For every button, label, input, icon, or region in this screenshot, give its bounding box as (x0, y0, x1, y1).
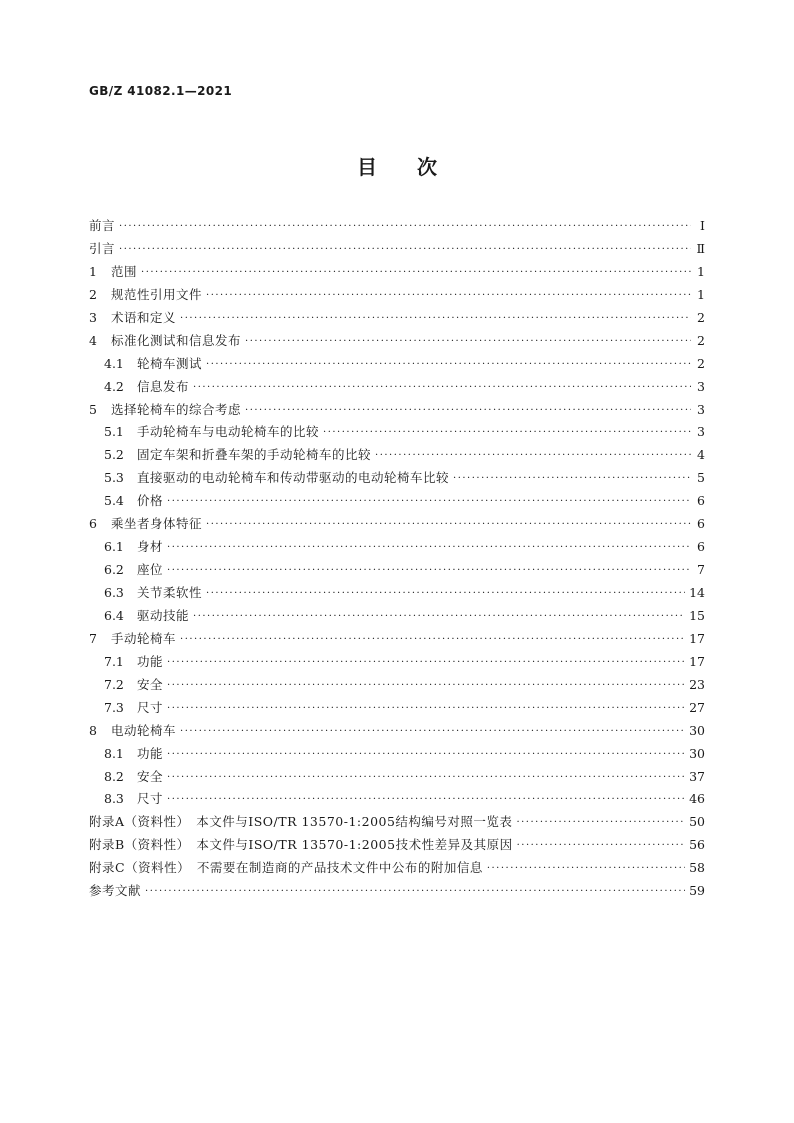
toc-entry-label: 参考文献 (89, 883, 142, 899)
toc-entry-page-number: 14 (689, 585, 705, 600)
toc-entry-page-number: 17 (689, 630, 705, 646)
dot-leader (206, 516, 691, 528)
toc-entry-label: 引言 (89, 240, 116, 256)
toc-entry-label: 价格 (137, 493, 164, 509)
toc-entry[interactable] (89, 377, 705, 400)
toc-entry-number: 6 (89, 516, 97, 532)
table-of-contents (89, 216, 705, 904)
toc-entry-number: 7 (89, 630, 97, 646)
dot-leader (167, 539, 691, 551)
dot-leader (145, 883, 685, 895)
dot-leader (453, 470, 691, 482)
toc-entry-page-number: Ⅱ (696, 240, 705, 256)
toc-entry[interactable] (89, 606, 705, 629)
toc-entry-page-number: 3 (697, 424, 705, 440)
toc-entry-page-number: 58 (689, 860, 705, 876)
toc-entry[interactable] (89, 400, 705, 423)
toc-entry-label: 尺寸 (137, 791, 164, 807)
toc-entry-page-number: 59 (689, 883, 705, 899)
toc-entry-number: 5.1 (104, 424, 124, 440)
toc-entry-page-number: 1 (697, 263, 705, 279)
toc-entry[interactable] (89, 767, 705, 790)
toc-entry-label: 范围 (111, 263, 138, 279)
toc-entry-number: 2 (89, 286, 97, 302)
toc-entry-number: 3 (89, 309, 97, 325)
toc-entry-label: 身材 (137, 539, 164, 555)
dot-leader (180, 631, 685, 643)
toc-entry-label: 功能 (137, 653, 164, 669)
toc-entry[interactable] (89, 583, 705, 606)
toc-entry-label: 术语和定义 (111, 309, 177, 325)
toc-entry-page-number: 46 (689, 791, 705, 807)
dot-leader (167, 493, 691, 505)
toc-entry-number: 7.2 (104, 676, 124, 692)
toc-entry-page-number: 27 (689, 699, 705, 715)
dot-leader (245, 333, 691, 345)
toc-entry-label: 关节柔软性 (137, 585, 203, 600)
toc-entry-number: 5.3 (104, 470, 124, 486)
toc-entry-page-number: 6 (697, 493, 705, 509)
toc-entry-page-number: 3 (697, 401, 705, 417)
toc-entry-page-number: 15 (689, 607, 705, 623)
toc-entry-label: 手动轮椅车与电动轮椅车的比较 (137, 424, 320, 440)
toc-entry-label: 固定车架和折叠车架的手动轮椅车的比较 (137, 447, 372, 463)
toc-entry[interactable] (89, 812, 705, 835)
toc-entry-number: 7.1 (104, 653, 124, 669)
toc-entry-label: 前言 (89, 218, 116, 233)
toc-entry-label: 电动轮椅车 (111, 722, 177, 738)
dot-leader (193, 379, 691, 391)
toc-entry-number: 4.2 (104, 378, 124, 394)
toc-entry-number: 6.3 (104, 585, 124, 600)
toc-entry-page-number: 50 (689, 814, 705, 830)
toc-entry-label: 手动轮椅车 (111, 630, 177, 646)
toc-entry-label: 附录A（资料性） 本文件与ISO/TR 13570-1:2005结构编号对照一览表 (89, 814, 513, 830)
standard-code-header: GB/Z 41082.1—2021 (89, 84, 233, 98)
toc-entry[interactable] (89, 652, 705, 675)
toc-entry-number: 5.4 (104, 493, 124, 509)
toc-entry-page-number: 6 (697, 516, 705, 532)
toc-entry[interactable] (89, 789, 705, 812)
toc-entry[interactable] (89, 422, 705, 445)
toc-entry[interactable] (89, 881, 705, 904)
toc-entry-page-number: 30 (689, 745, 705, 761)
toc-entry-label: 规范性引用文件 (111, 286, 203, 302)
dot-leader (119, 241, 691, 253)
toc-entry-label: 座位 (137, 562, 164, 578)
toc-entry-label: 尺寸 (137, 699, 164, 715)
dot-leader (167, 791, 685, 803)
dot-leader (141, 264, 691, 276)
toc-entry-page-number: 2 (697, 309, 705, 325)
toc-entry-number: 1 (89, 263, 97, 279)
toc-entry[interactable] (89, 445, 705, 468)
toc-entry-number: 5.2 (104, 447, 124, 463)
toc-entry-label: 轮椅车测试 (137, 355, 203, 371)
toc-entry[interactable] (89, 744, 705, 767)
toc-entry[interactable] (89, 331, 705, 354)
toc-entry-page-number: 23 (689, 676, 705, 692)
dot-leader (206, 585, 685, 597)
toc-entry[interactable] (89, 858, 705, 881)
toc-entry-number: 8 (89, 722, 97, 738)
dot-leader (167, 562, 691, 574)
dot-leader (517, 837, 686, 849)
dot-leader (206, 287, 691, 299)
toc-entry[interactable] (89, 675, 705, 698)
dot-leader (167, 677, 685, 689)
toc-entry[interactable] (89, 354, 705, 377)
dot-leader (180, 310, 691, 322)
toc-entry-page-number: 1 (697, 286, 705, 302)
dot-leader (167, 746, 685, 758)
dot-leader (119, 218, 691, 230)
toc-entry-page-number: 17 (689, 653, 705, 669)
toc-entry-label: 附录C（资料性） 不需要在制造商的产品技术文件中公布的附加信息 (89, 860, 483, 876)
toc-entry-page-number: 56 (689, 837, 705, 853)
toc-entry-label: 功能 (137, 745, 164, 761)
toc-entry-page-number: 5 (697, 470, 705, 486)
toc-entry-label: 标准化测试和信息发布 (111, 332, 242, 348)
dot-leader (516, 814, 685, 826)
toc-entry[interactable] (89, 698, 705, 721)
toc-entry-number: 8.3 (104, 791, 124, 807)
toc-entry-page-number: 3 (697, 378, 705, 394)
toc-entry-number: 4.1 (104, 355, 124, 371)
dot-leader (323, 424, 691, 436)
dot-leader (167, 654, 685, 666)
toc-entry-label: 直接驱动的电动轮椅车和传动带驱动的电动轮椅车比较 (137, 470, 450, 486)
toc-entry-page-number: 4 (697, 447, 705, 463)
toc-entry[interactable] (89, 491, 705, 514)
toc-entry[interactable] (89, 308, 705, 331)
toc-entry[interactable] (89, 721, 705, 744)
toc-entry-label: 安全 (137, 768, 164, 784)
toc-entry-label: 附录B（资料性） 本文件与ISO/TR 13570-1:2005技术性差异及其原因 (89, 837, 513, 853)
toc-entry-number: 8.1 (104, 745, 124, 761)
toc-title: 目次 (357, 155, 477, 179)
toc-entry-number: 6.4 (104, 607, 124, 623)
dot-leader (206, 356, 691, 368)
toc-entry-page-number: Ⅰ (700, 218, 705, 233)
dot-leader (180, 723, 685, 735)
toc-entry-page-number: 6 (697, 539, 705, 555)
toc-entry[interactable] (89, 468, 705, 491)
toc-entry-number: 5 (89, 401, 97, 417)
toc-entry[interactable] (89, 537, 705, 560)
toc-entry-label: 乘坐者身体特征 (111, 516, 203, 532)
toc-entry-label: 选择轮椅车的综合考虑 (111, 401, 242, 417)
dot-leader (245, 402, 691, 414)
dot-leader (167, 769, 685, 781)
toc-entry[interactable] (89, 262, 705, 285)
dot-leader (375, 447, 691, 459)
dot-leader (487, 860, 685, 872)
toc-entry-number: 6.2 (104, 562, 124, 578)
toc-entry-label: 安全 (137, 676, 164, 692)
toc-entry[interactable] (89, 835, 705, 858)
toc-entry[interactable] (89, 629, 705, 652)
toc-entry-label: 驱动技能 (137, 607, 190, 623)
toc-entry-page-number: 2 (697, 355, 705, 371)
toc-entry[interactable] (89, 514, 705, 537)
toc-entry-number: 7.3 (104, 699, 124, 715)
dot-leader (167, 700, 685, 712)
toc-entry-page-number: 30 (689, 722, 705, 738)
toc-entry[interactable] (89, 216, 705, 239)
toc-entry[interactable] (89, 239, 705, 262)
toc-entry-number: 8.2 (104, 768, 124, 784)
dot-leader (193, 608, 685, 620)
toc-entry-page-number: 37 (689, 768, 705, 784)
toc-entry-page-number: 2 (697, 332, 705, 348)
toc-entry[interactable] (89, 285, 705, 308)
toc-entry-number: 4 (89, 332, 97, 348)
toc-entry[interactable] (89, 560, 705, 583)
toc-entry-page-number: 7 (697, 562, 705, 578)
toc-entry-number: 6.1 (104, 539, 124, 555)
toc-entry-label: 信息发布 (137, 378, 190, 394)
